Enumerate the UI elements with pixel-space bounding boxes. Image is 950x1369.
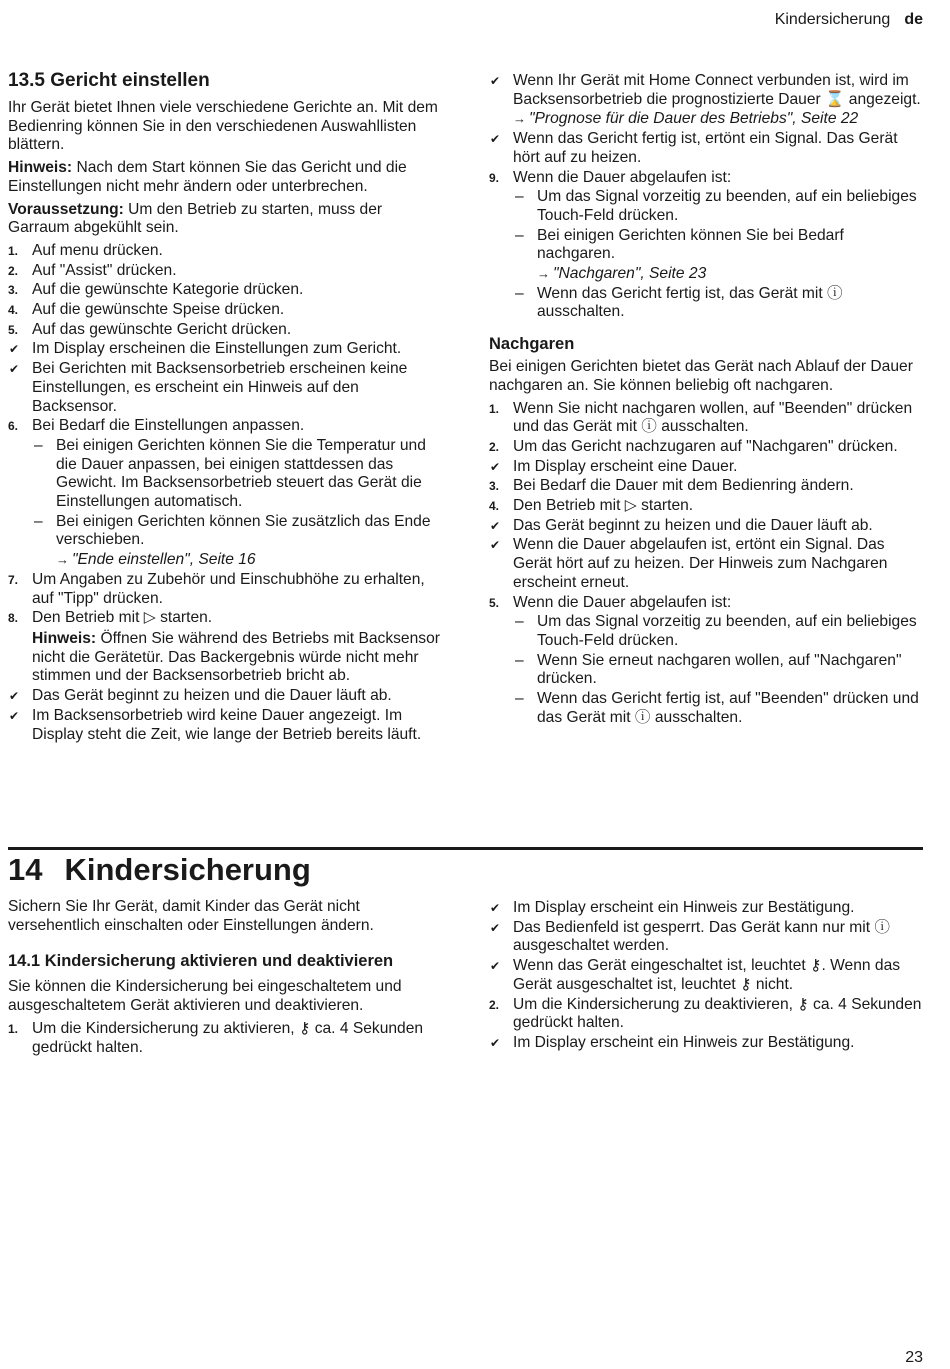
step-4 bbox=[8, 301, 443, 320]
sub-bullet bbox=[8, 513, 443, 550]
step-number: 2. bbox=[489, 997, 500, 1012]
step-number: 7. bbox=[8, 572, 19, 587]
result-text: Wenn die Dauer abgelaufen ist, ertönt ein Signal. Das Gerät hört auf zu heizen. Der Hinweis zum Nachgaren erscheint erneut. bbox=[513, 536, 888, 591]
section-13-5-continued bbox=[489, 72, 924, 729]
dash-icon: – bbox=[515, 284, 524, 302]
nachgaren-step-5 bbox=[489, 594, 924, 613]
running-header bbox=[775, 11, 923, 29]
step-text: Wenn die Dauer abgelaufen ist: bbox=[513, 168, 732, 186]
sub-bullet-text: Um das Signal vorzeitig zu beenden, auf ein beliebiges Touch-Feld drücken. bbox=[537, 188, 917, 224]
step-number: 3. bbox=[489, 479, 500, 494]
note-text: Öffnen Sie während des Betriebs mit Backsensor nicht die Gerätetür. Das Backergebnis würde nicht mehr stimmen und der Backsensorbetrieb bricht ab. bbox=[32, 629, 440, 685]
dash-icon: – bbox=[34, 512, 43, 530]
result-item bbox=[8, 707, 443, 744]
cross-reference-text: "Ende einstellen", Seite 16 bbox=[72, 551, 256, 569]
step-text: Um Angaben zu Zubehör und Einschubhöhe zu erhalten, auf "Tipp" drücken. bbox=[32, 570, 425, 607]
step-number: 5. bbox=[8, 322, 19, 337]
running-header-title: Kindersicherung bbox=[774, 11, 891, 28]
chapter-14-left bbox=[8, 898, 443, 1058]
result-item bbox=[489, 72, 924, 109]
step-number: 1. bbox=[8, 1021, 19, 1036]
step-1 bbox=[8, 242, 443, 261]
nachgaren-step-2 bbox=[489, 438, 924, 457]
note-label: Hinweis: bbox=[32, 629, 97, 647]
section-13-5 bbox=[8, 70, 443, 745]
sub-bullet bbox=[489, 285, 924, 322]
result-text: Im Display erscheint ein Hinweis zur Bestätigung. bbox=[513, 1033, 855, 1051]
step-note bbox=[8, 630, 443, 686]
dash-icon: – bbox=[34, 436, 43, 454]
chapter-14-right bbox=[489, 899, 924, 1054]
prerequisite-text: Um den Betrieb zu starten, muss der Garraum abgekühlt sein. bbox=[8, 200, 383, 237]
result-item bbox=[489, 536, 924, 592]
check-icon: ✔ bbox=[9, 708, 20, 723]
chapter-divider bbox=[8, 847, 923, 850]
result-text: Das Gerät beginnt zu heizen und die Dauer läuft ab. bbox=[513, 516, 873, 534]
sub-bullet-text: Bei einigen Gerichten können Sie die Temperatur und die Dauer anpassen, bei einigen stattdessen das Gewicht. Im Backsensorbetrieb steuert das Gerät die Einstellungen automatisch. bbox=[56, 436, 426, 511]
step-number: 6. bbox=[8, 419, 19, 434]
result-text: Das Bedienfeld ist gesperrt. Das Gerät kann nur mit ⓘ ausgeschaltet werden. bbox=[513, 918, 891, 955]
result-text: Bei Gerichten mit Backsensorbetrieb erscheinen keine Einstellungen, es erscheint ein Hinweis auf den Backsensor. bbox=[32, 360, 408, 415]
cross-reference[interactable] bbox=[8, 551, 443, 570]
check-icon: ✔ bbox=[9, 342, 20, 357]
dash-icon: – bbox=[515, 188, 524, 206]
step-number: 8. bbox=[8, 611, 19, 626]
step-number: 4. bbox=[8, 303, 19, 318]
dash-icon: – bbox=[515, 651, 524, 669]
result-item bbox=[8, 687, 443, 706]
sub-bullet-text: Bei einigen Gerichten können Sie zusätzlich das Ende verschieben. bbox=[56, 512, 431, 549]
step-text: Auf "Assist" drücken. bbox=[32, 261, 177, 279]
chapter-title bbox=[8, 852, 311, 888]
sub-bullet bbox=[489, 227, 924, 264]
sub-bullet-text: Wenn das Gericht fertig ist, das Gerät mit ⓘ ausschalten. bbox=[537, 284, 843, 321]
nachgaren-intro: Bei einigen Gerichten bietet das Gerät nach Ablauf der Dauer nachgaren an. Sie können beliebig oft nachgaren. bbox=[489, 358, 913, 394]
step-number: 3. bbox=[8, 283, 19, 298]
step-3 bbox=[8, 281, 443, 300]
sub-bullet-text: Wenn das Gericht fertig ist, auf "Beenden" drücken und das Gerät mit ⓘ ausschalten. bbox=[537, 690, 919, 726]
result-text: Das Gerät beginnt zu heizen und die Dauer läuft ab. bbox=[32, 687, 392, 705]
result-item bbox=[489, 517, 924, 536]
step-number: 2. bbox=[489, 439, 500, 454]
step-text: Um die Kindersicherung zu deaktivieren, ⚷ ca. 4 Sekunden gedrückt halten. bbox=[513, 995, 922, 1032]
result-item bbox=[489, 1034, 924, 1053]
nachgaren-step-1 bbox=[489, 400, 924, 437]
step-text: Auf menu drücken. bbox=[32, 241, 163, 259]
step-text: Auf das gewünschte Gericht drücken. bbox=[32, 320, 292, 338]
check-icon: ✔ bbox=[9, 362, 20, 377]
step-text: Den Betrieb mit ▷ starten. bbox=[32, 609, 213, 627]
check-icon: ✔ bbox=[490, 901, 501, 915]
step-text: Bei Bedarf die Einstellungen anpassen. bbox=[32, 417, 305, 435]
child-lock-step-1 bbox=[8, 1020, 443, 1057]
sub-bullet bbox=[8, 437, 443, 512]
step-number: 2. bbox=[8, 263, 19, 278]
result-text: Im Display erscheinen die Einstellungen zum Gericht. bbox=[32, 340, 402, 358]
sub-bullet bbox=[489, 188, 924, 225]
prerequisite-label: Voraussetzung: bbox=[8, 200, 124, 218]
chapter-title-text: Kindersicherung bbox=[64, 852, 311, 887]
step-2 bbox=[8, 262, 443, 281]
nachgaren-step-4 bbox=[489, 497, 924, 516]
language-code: de bbox=[904, 11, 923, 28]
sub-bullet bbox=[489, 613, 924, 650]
nachgaren-step-3 bbox=[489, 477, 924, 496]
sub-bullet-text: Bei einigen Gerichten können Sie bei Bedarf nachgaren. bbox=[537, 226, 844, 263]
check-icon: ✔ bbox=[490, 920, 501, 935]
chapter-number: 14 bbox=[8, 852, 43, 887]
check-icon: ✔ bbox=[490, 959, 501, 974]
cross-reference-text: "Prognose für die Dauer des Betriebs", Seite 22 bbox=[529, 110, 859, 128]
result-text: Im Display erscheint ein Hinweis zur Bestätigung. bbox=[513, 899, 855, 916]
result-text: Wenn das Gerät eingeschaltet ist, leuchtet ⚷. Wenn das Gerät ausgeschaltet ist, leuchtet ⚷ nicht. bbox=[513, 957, 901, 993]
step-text: Um das Gericht nachzugaren auf "Nachgaren" drücken. bbox=[513, 437, 898, 455]
result-text: Im Display erscheint eine Dauer. bbox=[513, 457, 738, 475]
step-text: Auf die gewünschte Kategorie drücken. bbox=[32, 281, 304, 299]
check-icon: ✔ bbox=[490, 1035, 501, 1050]
cross-reference-text: "Nachgaren", Seite 23 bbox=[553, 265, 707, 283]
step-number: 4. bbox=[489, 499, 500, 514]
note bbox=[8, 159, 443, 196]
result-item bbox=[489, 919, 924, 956]
chapter-intro: Sichern Sie Ihr Gerät, damit Kinder das Gerät nicht versehentlich einschalten oder Einstellungen ändern. bbox=[8, 898, 374, 934]
step-number: 9. bbox=[489, 170, 500, 185]
step-number: 5. bbox=[489, 595, 500, 610]
step-text: Um die Kindersicherung zu aktivieren, ⚷ ca. 4 Sekunden gedrückt halten. bbox=[32, 1019, 424, 1056]
result-text: Im Backsensorbetrieb wird keine Dauer angezeigt. Im Display steht die Zeit, wie lange der Betrieb bereits läuft. bbox=[32, 706, 422, 743]
check-icon: ✔ bbox=[490, 459, 501, 474]
step-7 bbox=[8, 571, 443, 608]
child-lock-step-2 bbox=[489, 996, 924, 1033]
step-6 bbox=[8, 417, 443, 436]
check-icon: ✔ bbox=[9, 689, 20, 704]
check-icon: ✔ bbox=[490, 132, 501, 147]
step-text: Wenn Sie nicht nachgaren wollen, auf "Beenden" drücken und das Gerät mit ⓘ ausschalten. bbox=[513, 399, 913, 436]
step-text: Auf die gewünschte Speise drücken. bbox=[32, 301, 285, 319]
step-number: 1. bbox=[489, 401, 500, 416]
sub-bullet bbox=[489, 652, 924, 689]
check-icon: ✔ bbox=[490, 74, 501, 88]
arrow-icon: → bbox=[537, 266, 550, 282]
subsection-intro: Sie können die Kindersicherung bei eingeschaltetem und ausgeschaltetem Gerät aktivieren und deaktivieren. bbox=[8, 978, 402, 1015]
step-8 bbox=[8, 609, 443, 628]
note-label: Hinweis: bbox=[8, 159, 73, 177]
page-number: 23 bbox=[905, 1349, 923, 1366]
step-9 bbox=[489, 169, 924, 188]
cross-reference[interactable] bbox=[489, 110, 924, 129]
step-number: 1. bbox=[8, 243, 19, 258]
cross-reference[interactable] bbox=[489, 265, 924, 284]
step-5 bbox=[8, 321, 443, 340]
nachgaren-title: Nachgaren bbox=[489, 335, 575, 354]
dash-icon: – bbox=[515, 226, 524, 244]
section-intro: Ihr Gerät bietet Ihnen viele verschiedene Gerichte an. Mit dem Bedienring können Sie in den verschiedenen Auswahllisten blättern. bbox=[8, 99, 438, 154]
step-text: Wenn die Dauer abgelaufen ist: bbox=[513, 593, 732, 611]
step-text: Den Betrieb mit ▷ starten. bbox=[513, 497, 694, 515]
arrow-icon: → bbox=[56, 552, 69, 568]
note-text: Nach dem Start können Sie das Gericht und die Einstellungen nicht mehr ändern oder unterbrechen. bbox=[8, 159, 407, 195]
sub-bullet-text: Wenn Sie erneut nachgaren wollen, auf "Nachgaren" drücken. bbox=[537, 651, 902, 688]
dash-icon: – bbox=[515, 613, 524, 631]
prerequisite bbox=[8, 201, 443, 238]
result-item bbox=[489, 957, 924, 994]
check-icon: ✔ bbox=[490, 518, 501, 533]
sub-bullet bbox=[489, 690, 924, 727]
sub-bullet-text: Um das Signal vorzeitig zu beenden, auf ein beliebiges Touch-Feld drücken. bbox=[537, 613, 917, 649]
result-item bbox=[8, 360, 443, 416]
result-item bbox=[489, 130, 924, 167]
dash-icon: – bbox=[515, 690, 524, 708]
subsection-title: 14.1 Kindersicherung aktivieren und deaktivieren bbox=[8, 952, 394, 971]
result-item bbox=[489, 458, 924, 477]
arrow-icon: → bbox=[513, 111, 526, 127]
result-text: Wenn das Gericht fertig ist, ertönt ein Signal. Das Gerät hört auf zu heizen. bbox=[513, 130, 898, 166]
section-title: 13.5 Gericht einstellen bbox=[8, 70, 210, 91]
step-text: Bei Bedarf die Dauer mit dem Bedienring ändern. bbox=[513, 477, 854, 495]
result-item bbox=[489, 899, 924, 918]
check-icon: ✔ bbox=[490, 538, 501, 553]
result-item bbox=[8, 340, 443, 359]
result-text: Wenn Ihr Gerät mit Home Connect verbunden ist, wird im Backsensorbetrieb die prognostizierte Dauer ⌛ angezeigt. bbox=[513, 72, 921, 108]
